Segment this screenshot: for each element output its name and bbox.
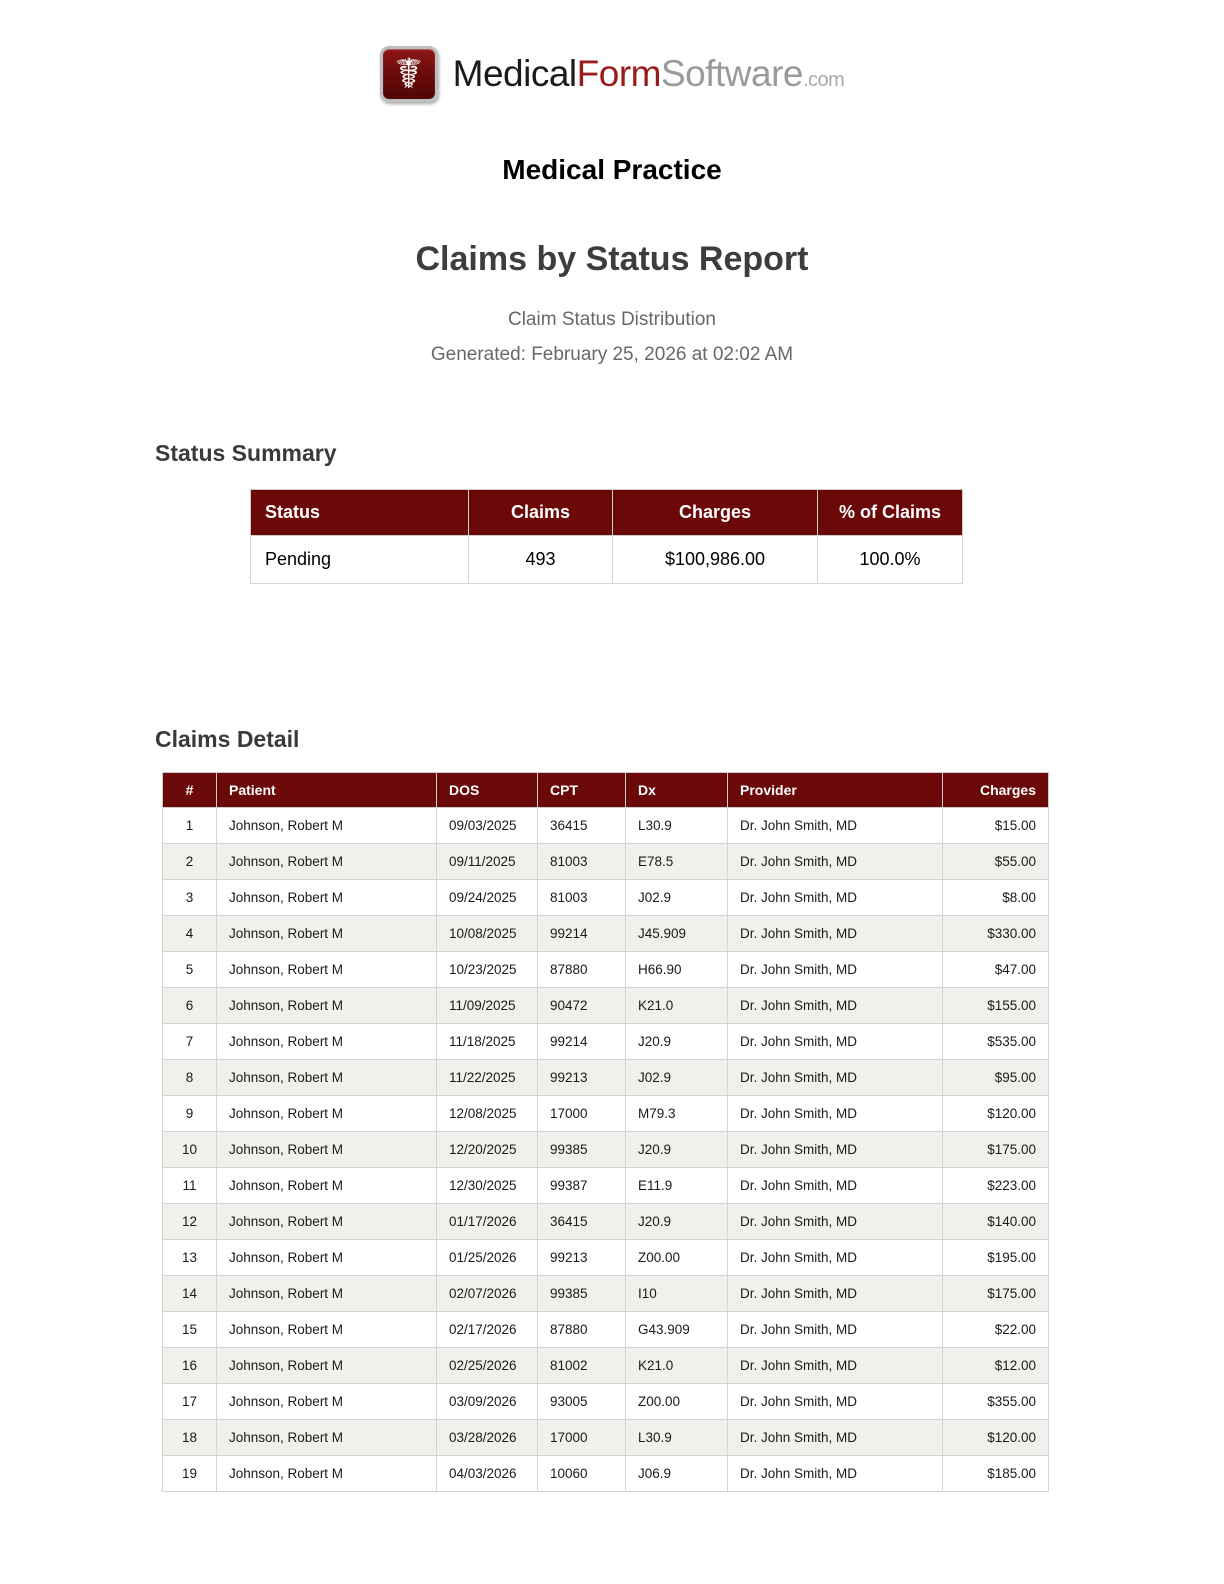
table-row — [163, 1312, 1049, 1348]
table-row — [163, 1384, 1049, 1420]
table-row — [163, 1132, 1049, 1168]
table-cell: Johnson, Robert M — [217, 1456, 437, 1492]
column-header: Charges — [943, 773, 1049, 808]
table-row — [163, 1204, 1049, 1240]
table-cell: Dr. John Smith, MD — [728, 1096, 943, 1132]
table-row — [163, 1456, 1049, 1492]
table-row — [163, 1420, 1049, 1456]
table-cell: Dr. John Smith, MD — [728, 1060, 943, 1096]
table-cell: Dr. John Smith, MD — [728, 1348, 943, 1384]
caduceus-glyph: ☤ — [394, 50, 423, 97]
table-cell: E11.9 — [626, 1168, 728, 1204]
status-summary-table — [250, 489, 963, 584]
logo-text-medical: Medical — [452, 53, 577, 94]
table-cell: $330.00 — [943, 916, 1049, 952]
column-header: CPT — [538, 773, 626, 808]
table-cell: $12.00 — [943, 1348, 1049, 1384]
table-cell: $8.00 — [943, 880, 1049, 916]
column-header: % of Claims — [818, 490, 963, 536]
table-cell: 99213 — [538, 1060, 626, 1096]
table-cell: 36415 — [538, 1204, 626, 1240]
table-cell: Dr. John Smith, MD — [728, 808, 943, 844]
table-cell: Johnson, Robert M — [217, 916, 437, 952]
table-cell: J02.9 — [626, 880, 728, 916]
logo — [0, 0, 1224, 102]
table-cell: 12 — [163, 1204, 217, 1240]
table-cell: J45.909 — [626, 916, 728, 952]
table-cell: E78.5 — [626, 844, 728, 880]
table-cell: Johnson, Robert M — [217, 1420, 437, 1456]
table-cell: Johnson, Robert M — [217, 1060, 437, 1096]
table-cell: 03/09/2026 — [437, 1384, 538, 1420]
table-cell: 10/08/2025 — [437, 916, 538, 952]
table-row — [163, 1348, 1049, 1384]
table-cell: Dr. John Smith, MD — [728, 1276, 943, 1312]
table-cell: J20.9 — [626, 1204, 728, 1240]
table-row — [163, 1240, 1049, 1276]
table-cell: 1 — [163, 808, 217, 844]
table-row — [163, 988, 1049, 1024]
table-row — [163, 880, 1049, 916]
table-cell: $47.00 — [943, 952, 1049, 988]
table-cell: 6 — [163, 988, 217, 1024]
table-cell: 14 — [163, 1276, 217, 1312]
table-cell: H66.90 — [626, 952, 728, 988]
table-cell: 8 — [163, 1060, 217, 1096]
table-cell: $120.00 — [943, 1096, 1049, 1132]
table-cell: L30.9 — [626, 808, 728, 844]
table-cell: 81003 — [538, 844, 626, 880]
table-cell: 17000 — [538, 1420, 626, 1456]
claims-detail-heading: Claims Detail — [155, 726, 300, 752]
table-cell: Z00.00 — [626, 1240, 728, 1276]
table-cell: 87880 — [538, 952, 626, 988]
table-cell: 99385 — [538, 1132, 626, 1168]
table-cell: Pending — [251, 536, 469, 584]
table-cell: Johnson, Robert M — [217, 1348, 437, 1384]
table-cell: Johnson, Robert M — [217, 1096, 437, 1132]
table-cell: 03/28/2026 — [437, 1420, 538, 1456]
column-header: Dx — [626, 773, 728, 808]
caduceus-icon — [380, 46, 438, 102]
table-cell: 18 — [163, 1420, 217, 1456]
table-cell: Johnson, Robert M — [217, 1240, 437, 1276]
report-subtitle: Claim Status Distribution — [507, 309, 717, 330]
table-cell: 99214 — [538, 1024, 626, 1060]
table-cell: Johnson, Robert M — [217, 808, 437, 844]
table-cell: Dr. John Smith, MD — [728, 1384, 943, 1420]
table-cell: K21.0 — [626, 988, 728, 1024]
table-cell: 11/22/2025 — [437, 1060, 538, 1096]
table-cell: 16 — [163, 1348, 217, 1384]
table-cell: 11/09/2025 — [437, 988, 538, 1024]
table-row — [163, 952, 1049, 988]
table-cell: 81003 — [538, 880, 626, 916]
table-row — [163, 1096, 1049, 1132]
table-cell: Johnson, Robert M — [217, 1276, 437, 1312]
table-cell: Johnson, Robert M — [217, 880, 437, 916]
table-row — [163, 1168, 1049, 1204]
table-cell: 17000 — [538, 1096, 626, 1132]
table-cell: 87880 — [538, 1312, 626, 1348]
table-cell: Johnson, Robert M — [217, 1384, 437, 1420]
table-cell: $185.00 — [943, 1456, 1049, 1492]
table-cell: 10060 — [538, 1456, 626, 1492]
status-summary-heading: Status Summary — [155, 440, 337, 466]
table-cell: 2 — [163, 844, 217, 880]
column-header: Provider — [728, 773, 943, 808]
table-cell: Z00.00 — [626, 1384, 728, 1420]
table-cell: 11 — [163, 1168, 217, 1204]
column-header: Charges — [613, 490, 818, 536]
table-cell: Dr. John Smith, MD — [728, 1240, 943, 1276]
table-cell: 02/17/2026 — [437, 1312, 538, 1348]
table-cell: I10 — [626, 1276, 728, 1312]
practice-name: Medical Practice — [502, 154, 722, 185]
table-cell: 36415 — [538, 808, 626, 844]
table-cell: J20.9 — [626, 1024, 728, 1060]
table-cell: $120.00 — [943, 1420, 1049, 1456]
generated-timestamp: Generated: February 25, 2026 at 02:02 AM — [430, 344, 794, 365]
table-cell: 99214 — [538, 916, 626, 952]
table-cell: 10/23/2025 — [437, 952, 538, 988]
table-cell: Dr. John Smith, MD — [728, 1024, 943, 1060]
table-cell: Dr. John Smith, MD — [728, 952, 943, 988]
table-cell: 02/07/2026 — [437, 1276, 538, 1312]
table-cell: 13 — [163, 1240, 217, 1276]
table-row — [163, 1024, 1049, 1060]
table-cell: M79.3 — [626, 1096, 728, 1132]
table-row — [163, 916, 1049, 952]
table-cell: K21.0 — [626, 1348, 728, 1384]
table-cell: $95.00 — [943, 1060, 1049, 1096]
table-cell: 93005 — [538, 1384, 626, 1420]
table-row — [163, 808, 1049, 844]
logo-text-form: Form — [576, 53, 661, 94]
table-cell: Dr. John Smith, MD — [728, 916, 943, 952]
table-cell: Johnson, Robert M — [217, 1204, 437, 1240]
table-cell: $175.00 — [943, 1276, 1049, 1312]
table-cell: $155.00 — [943, 988, 1049, 1024]
table-cell: 19 — [163, 1456, 217, 1492]
table-cell: $223.00 — [943, 1168, 1049, 1204]
column-header: # — [163, 773, 217, 808]
table-cell: Johnson, Robert M — [217, 952, 437, 988]
page-title: Claims by Status Report — [415, 240, 809, 278]
column-header: Status — [251, 490, 469, 536]
table-cell: 493 — [469, 536, 613, 584]
table-cell: 99387 — [538, 1168, 626, 1204]
table-cell: Dr. John Smith, MD — [728, 988, 943, 1024]
table-cell: 99213 — [538, 1240, 626, 1276]
table-cell: 02/25/2026 — [437, 1348, 538, 1384]
table-cell: 09/11/2025 — [437, 844, 538, 880]
table-cell: $195.00 — [943, 1240, 1049, 1276]
table-cell: Dr. John Smith, MD — [728, 1312, 943, 1348]
table-cell: Dr. John Smith, MD — [728, 1132, 943, 1168]
table-cell: 12/20/2025 — [437, 1132, 538, 1168]
table-cell: Dr. John Smith, MD — [728, 1456, 943, 1492]
table-cell: $355.00 — [943, 1384, 1049, 1420]
table-cell: $175.00 — [943, 1132, 1049, 1168]
logo-text-software: Software — [660, 53, 803, 94]
table-cell: Dr. John Smith, MD — [728, 880, 943, 916]
table-cell: 10 — [163, 1132, 217, 1168]
table-cell: 90472 — [538, 988, 626, 1024]
table-cell: J20.9 — [626, 1132, 728, 1168]
table-cell: 01/17/2026 — [437, 1204, 538, 1240]
table-cell: 99385 — [538, 1276, 626, 1312]
table-cell: 09/24/2025 — [437, 880, 538, 916]
table-cell: 3 — [163, 880, 217, 916]
table-cell: 15 — [163, 1312, 217, 1348]
table-cell: 09/03/2025 — [437, 808, 538, 844]
table-cell: $535.00 — [943, 1024, 1049, 1060]
table-cell: J02.9 — [626, 1060, 728, 1096]
status-summary-header-row — [251, 490, 963, 536]
table-cell: Dr. John Smith, MD — [728, 1204, 943, 1240]
table-cell: Dr. John Smith, MD — [728, 1168, 943, 1204]
table-cell: L30.9 — [626, 1420, 728, 1456]
table-cell: 11/18/2025 — [437, 1024, 538, 1060]
table-row — [163, 1060, 1049, 1096]
table-cell: 12/08/2025 — [437, 1096, 538, 1132]
table-row — [163, 844, 1049, 880]
table-cell: 04/03/2026 — [437, 1456, 538, 1492]
table-cell: $140.00 — [943, 1204, 1049, 1240]
claims-detail-table — [162, 772, 1049, 1492]
table-cell: G43.909 — [626, 1312, 728, 1348]
table-cell: $15.00 — [943, 808, 1049, 844]
table-cell: 7 — [163, 1024, 217, 1060]
table-cell: Johnson, Robert M — [217, 1168, 437, 1204]
column-header: Claims — [469, 490, 613, 536]
table-cell: $55.00 — [943, 844, 1049, 880]
logo-wordmark — [453, 53, 845, 95]
claims-detail-header-row — [163, 773, 1049, 808]
table-cell: J06.9 — [626, 1456, 728, 1492]
table-cell: 9 — [163, 1096, 217, 1132]
table-cell: Johnson, Robert M — [217, 1132, 437, 1168]
table-cell: 17 — [163, 1384, 217, 1420]
table-row — [251, 536, 963, 584]
table-cell: Johnson, Robert M — [217, 988, 437, 1024]
table-cell: Dr. John Smith, MD — [728, 1420, 943, 1456]
table-cell: 81002 — [538, 1348, 626, 1384]
table-cell: Johnson, Robert M — [217, 1312, 437, 1348]
table-cell: 100.0% — [818, 536, 963, 584]
table-cell: $100,986.00 — [613, 536, 818, 584]
table-cell: Dr. John Smith, MD — [728, 844, 943, 880]
logo-text-tld: .com — [803, 69, 845, 91]
table-cell: 4 — [163, 916, 217, 952]
table-cell: 12/30/2025 — [437, 1168, 538, 1204]
table-cell: 5 — [163, 952, 217, 988]
column-header: DOS — [437, 773, 538, 808]
table-cell: 01/25/2026 — [437, 1240, 538, 1276]
table-cell: Johnson, Robert M — [217, 1024, 437, 1060]
table-cell: Johnson, Robert M — [217, 844, 437, 880]
column-header: Patient — [217, 773, 437, 808]
table-cell: $22.00 — [943, 1312, 1049, 1348]
table-row — [163, 1276, 1049, 1312]
